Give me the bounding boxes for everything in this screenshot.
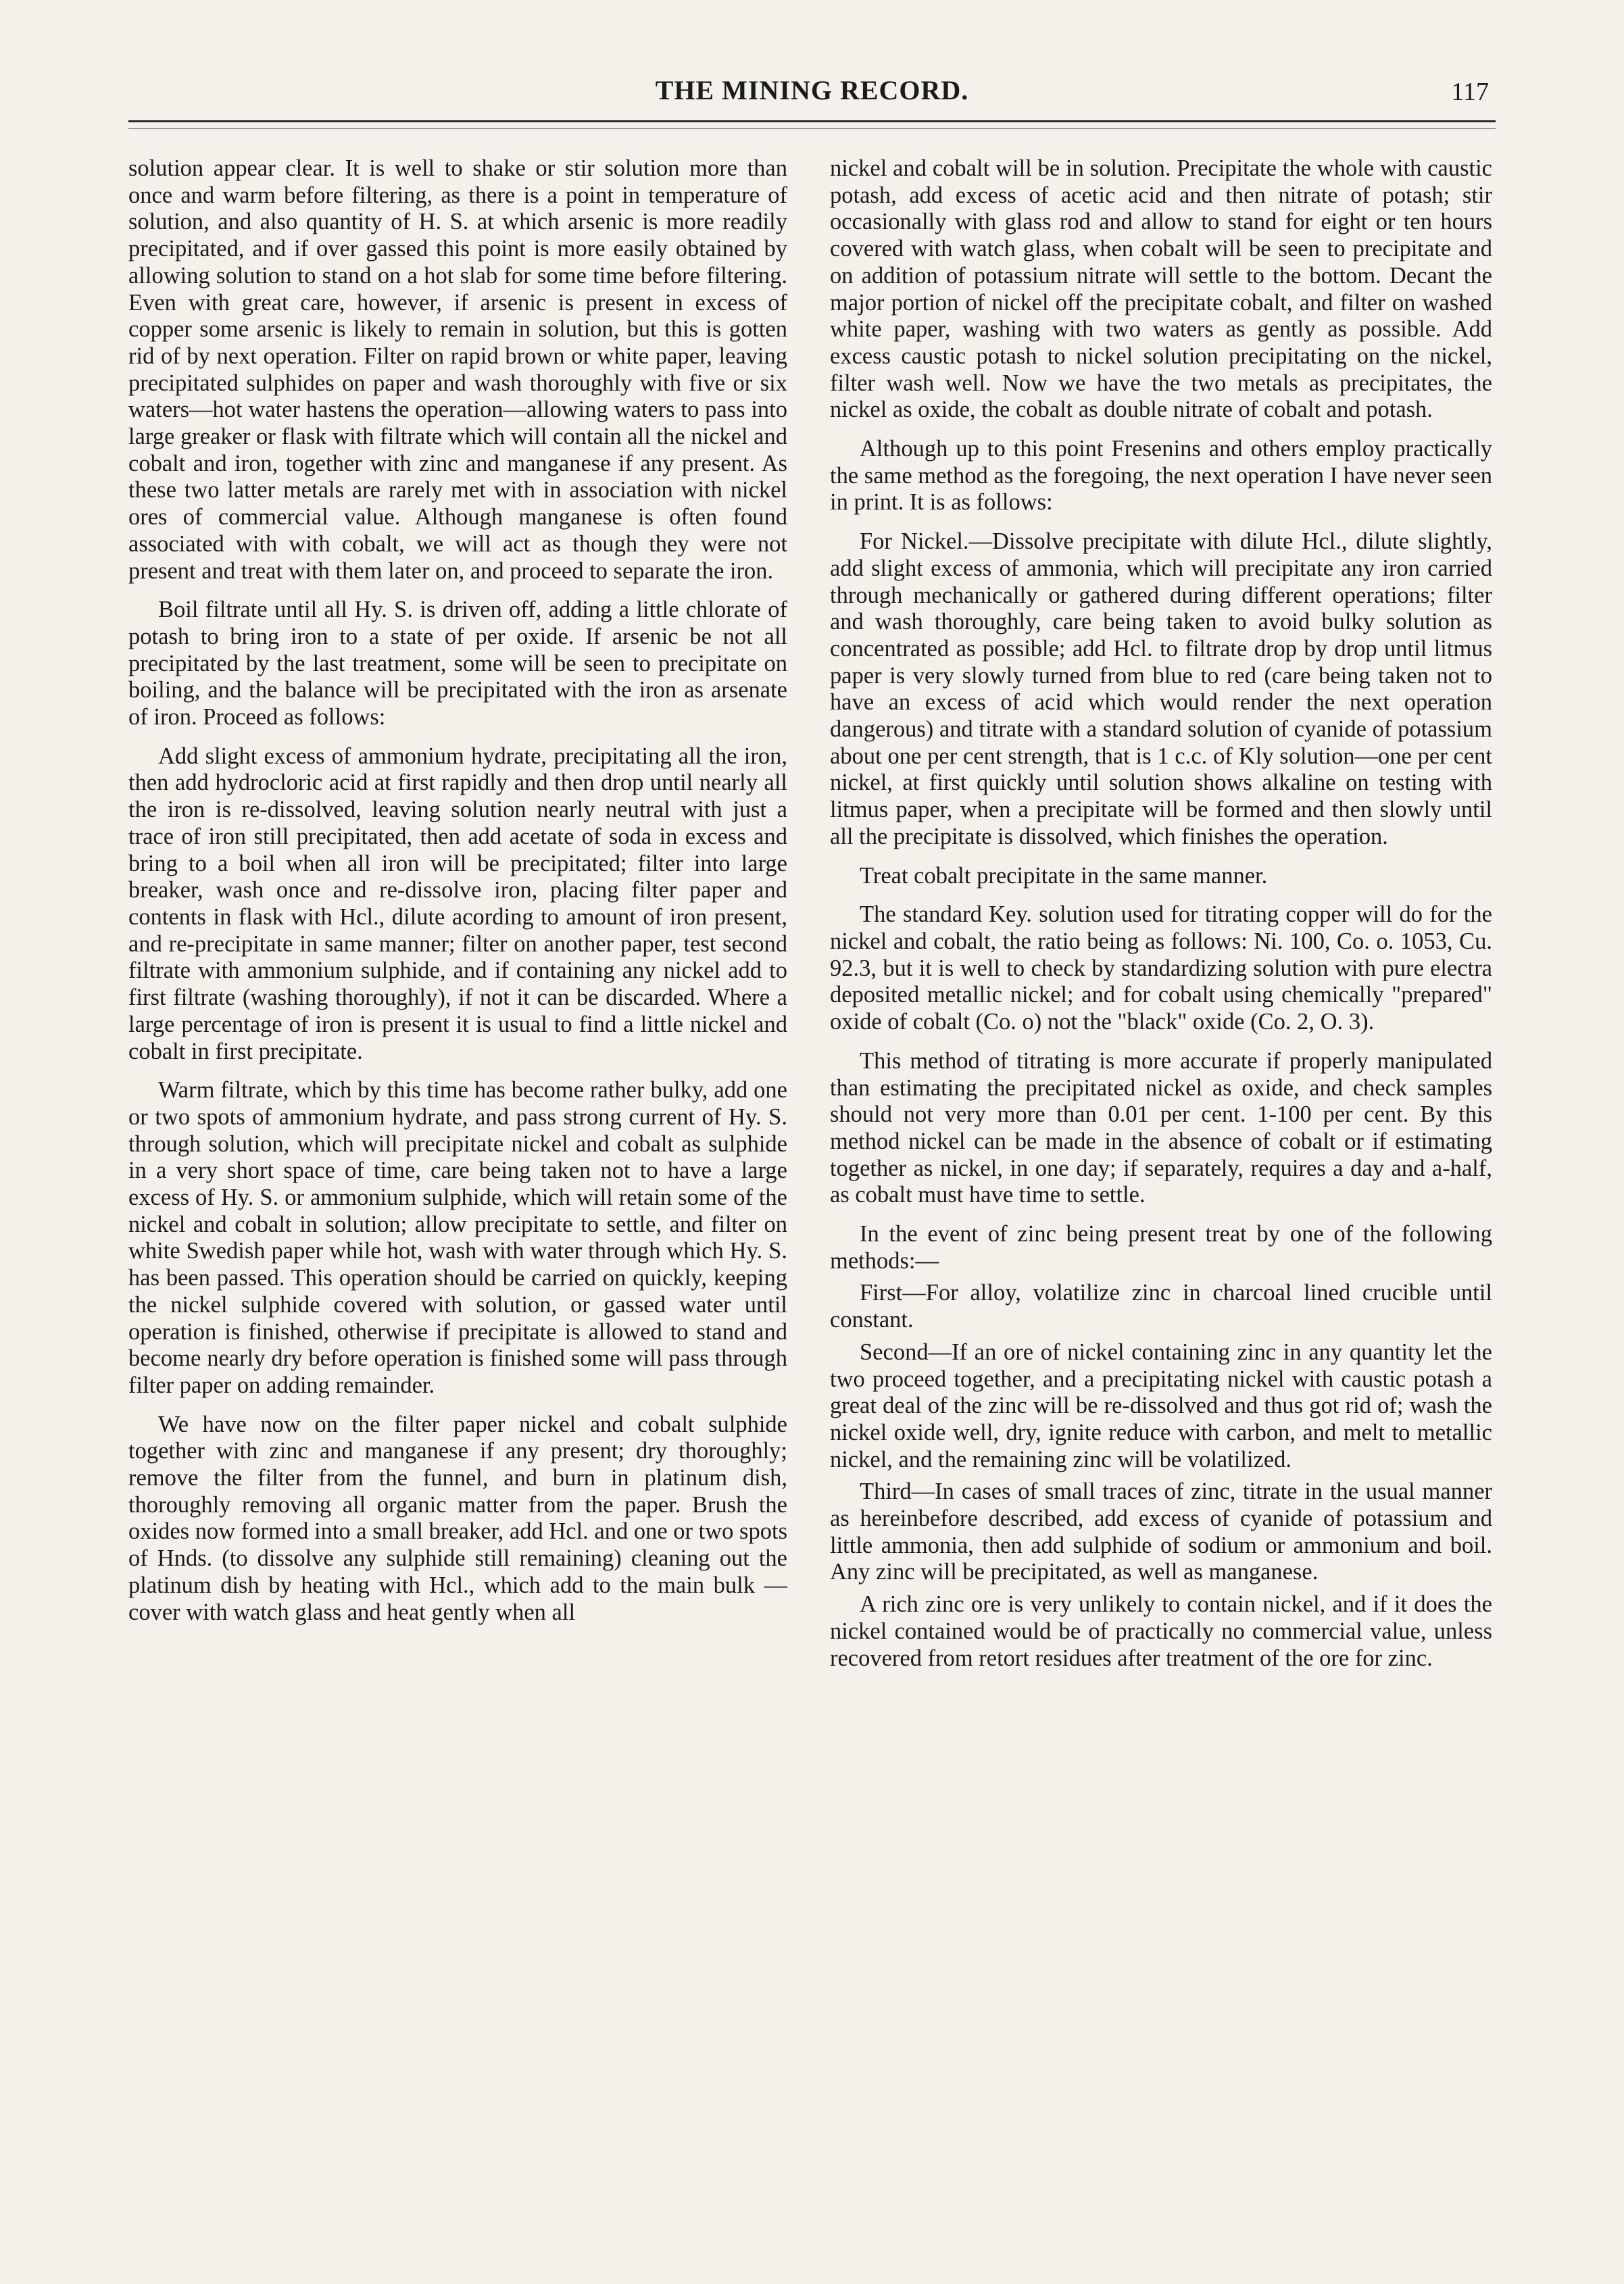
paragraph: Boil filtrate until all Hy. S. is driven off, adding a little chlorate of potash to bring iron to a state of per oxide. If arsenic be not all precipitated by the last treatment, some will be seen to precipitate on boiling, and the balance will be precipitated with the iron as arsenate of iron. Proceed as follows: <box>128 597 787 730</box>
paragraph: This method of titrating is more accurate if properly manipulated than estimating the precipitated nickel as oxide, and check samples should not very more than 0.01 per cent. 1-100 per cent. By this method nickel can be made in the absence of cobalt or if estimating together as nickel, in one day; if separately, requires a day and a-half, as cobalt must have time to settle. <box>830 1047 1492 1208</box>
page-number: 117 <box>1451 78 1489 106</box>
paragraph: solution appear clear. It is well to shake or stir solution more than once and warm before filtering, as there is a point in temperature of solution, and also quantity of H. S. at which arsenic is more readily precipitated, and if over gassed this point is more easily obtained by allowing solution to stand on a hot slab for some time before filtering. Even with great care, however, if arsenic is present in excess of copper some arsenic is likely to remain in solution, but this is gotten rid of by next operation. Filter on rapid brown or white paper, leaving precipitated sulphides on paper and wash thoroughly with five or six waters—hot water hastens the operation—allowing waters to pass into large greaker or flask with filtrate which will contain all the nickel and cobalt and iron, together with zinc and manganese if any present. As these two latter metals are rarely met with in association with nickel ores of commercial value. Although manganese is often found associated with with cobalt, we will act as though they were not present and treat with them later on, and proceed to separate the iron. <box>128 155 787 584</box>
page-header <box>122 74 1502 115</box>
paragraph: Add slight excess of ammonium hydrate, precipitating all the iron, then add hydrocloric acid at first rapidly and then drop until nearly all the iron is re-dissolved, leaving solution nearly neutral with just a trace of iron still precipitated, then add acetate of soda in excess and bring to a boil when all iron will be precipitated; filter into large breaker, wash once and re-dissolve iron, placing filter paper and contents in flask with Hcl., dilute acording to amount of iron present, and re-precipitate in same manner; filter on another paper, test second filtrate with ammonium sulphide, and if containing any nickel add to first filtrate (washing thoroughly), if not it can be discarded. Where a large percentage of iron is present it is usual to find a little nickel and cobalt in first precipitate. <box>128 743 787 1064</box>
paragraph: Although up to this point Fresenins and others employ practically the same method as the foregoing, the next operation I have never seen in print. It is as follows: <box>830 436 1493 516</box>
paragraph: First—For alloy, volatilize zinc in charcoal lined crucible until constant. <box>830 1280 1492 1333</box>
header-rule-thin <box>128 128 1496 129</box>
journal-title: THE MINING RECORD. <box>655 75 969 105</box>
paragraph: Treat cobalt precipitate in the same manner. <box>860 862 1268 889</box>
paragraph: Warm filtrate, which by this time has become rather bulky, add one or two spots of ammonium hydrate, and pass strong current of Hy. S. through solution, which will precipitate nickel and cobalt as sulphide in a very short space of time, care being taken not to have a large excess of Hy. S. or ammonium sulphide, which will retain some of the nickel and cobalt in solution; allow precipitate to settle, and filter on white Swedish paper while hot, wash with water through which Hy. S. has been passed. This operation should be carried on quickly, keeping the nickel sulphide covered with solution, or gassed water until operation is finished, otherwise if precipitate is allowed to stand and become nearly dry before operation is finished some will pass through filter paper on adding remainder. <box>128 1077 787 1398</box>
paragraph: The standard Key. solution used for titrating copper will do for the nickel and cobalt, the ratio being as follows: Ni. 100, Co. o. 1053, Cu. 92.3, but it is well to check by standardizing solution with pure electra deposited metallic nickel; and for cobalt using chemically "prepared" oxide of cobalt (Co. o) not the "black" oxide (Co. 2, O. 3). <box>830 901 1492 1035</box>
paragraph: We have now on the filter paper nickel and cobalt sulphide together with zinc and manganese if any present; dry thoroughly; remove the filter from the funnel, and burn in platinum dish, thoroughly removing all organic matter from the paper. Brush the oxides now formed into a small breaker, add Hcl. and one or two spots of Hnds. (to dissolve any sulphide still remaining) cleaning out the platinum dish by heating with Hcl., which add to the main bulk —cover with watch glass and heat gently when all <box>128 1411 787 1625</box>
paragraph: Third—In cases of small traces of zinc, titrate in the usual manner as hereinbefore described, add excess of cyanide of potassium and little ammonia, then add sulphide of sodium or ammonium and boil. Any zinc will be precipitated, as well as manganese. <box>830 1479 1492 1585</box>
paragraph: In the event of zinc being present treat by one of the following methods:— <box>830 1221 1492 1274</box>
header-rule <box>128 120 1496 122</box>
right-column <box>830 155 1492 1672</box>
left-column <box>128 155 787 1626</box>
paragraph: Second—If an ore of nickel containing zinc in any quantity let the two proceed together, and a precipitating nickel with caustic potash a great deal of the zinc will be re-dissolved and thus got rid of; wash the nickel oxide well, dry, ignite reduce with carbon, and melt to metallic nickel, and the remaining zinc will be volatilized. <box>830 1339 1492 1472</box>
paragraph: A rich zinc ore is very unlikely to contain nickel, and if it does the nickel contained would be of practically no commercial value, unless recovered from retort residues after treatment of the ore for zinc. <box>830 1591 1492 1671</box>
paragraph: For Nickel.—Dissolve precipitate with dilute Hcl., dilute slightly, add slight excess of ammonia, which will precipitate any iron carried through mechanically or gathered during different operations; filter and wash thoroughly, care being taken to avoid bulky solution as concentrated as possible; add Hcl. to filtrate drop by drop until litmus paper is very slowly turned from blue to red (care being taken not to have an excess of acid which would render the next operation dangerous) and titrate with a standard solution of cyanide of potassium about one per cent strength, that is 1 c.c. of Kly solution—one per cent nickel, at first quickly until solution shows alkaline on testing with litmus paper, when a precipitate will be formed and then slowly until all the precipitate is dissolved, which finishes the operation. <box>830 528 1492 849</box>
paragraph: nickel and cobalt will be in solution. Precipitate the whole with caustic potash, add excess of acetic acid and then nitrate of potash; stir occasionally with glass rod and allow to stand for eight or ten hours covered with watch glass, when cobalt will be seen to precipitate and on addition of potassium nitrate will settle to the bottom. Decant the major portion of nickel off the precipitate cobalt, and filter on washed white paper, washing with two waters as gently as possible. Add excess caustic potash to nickel solution precipitating on the nickel, filter wash well. Now we have the two metals as precipitates, the nickel as oxide, the cobalt as double nitrate of cobalt and potash. <box>830 155 1492 423</box>
